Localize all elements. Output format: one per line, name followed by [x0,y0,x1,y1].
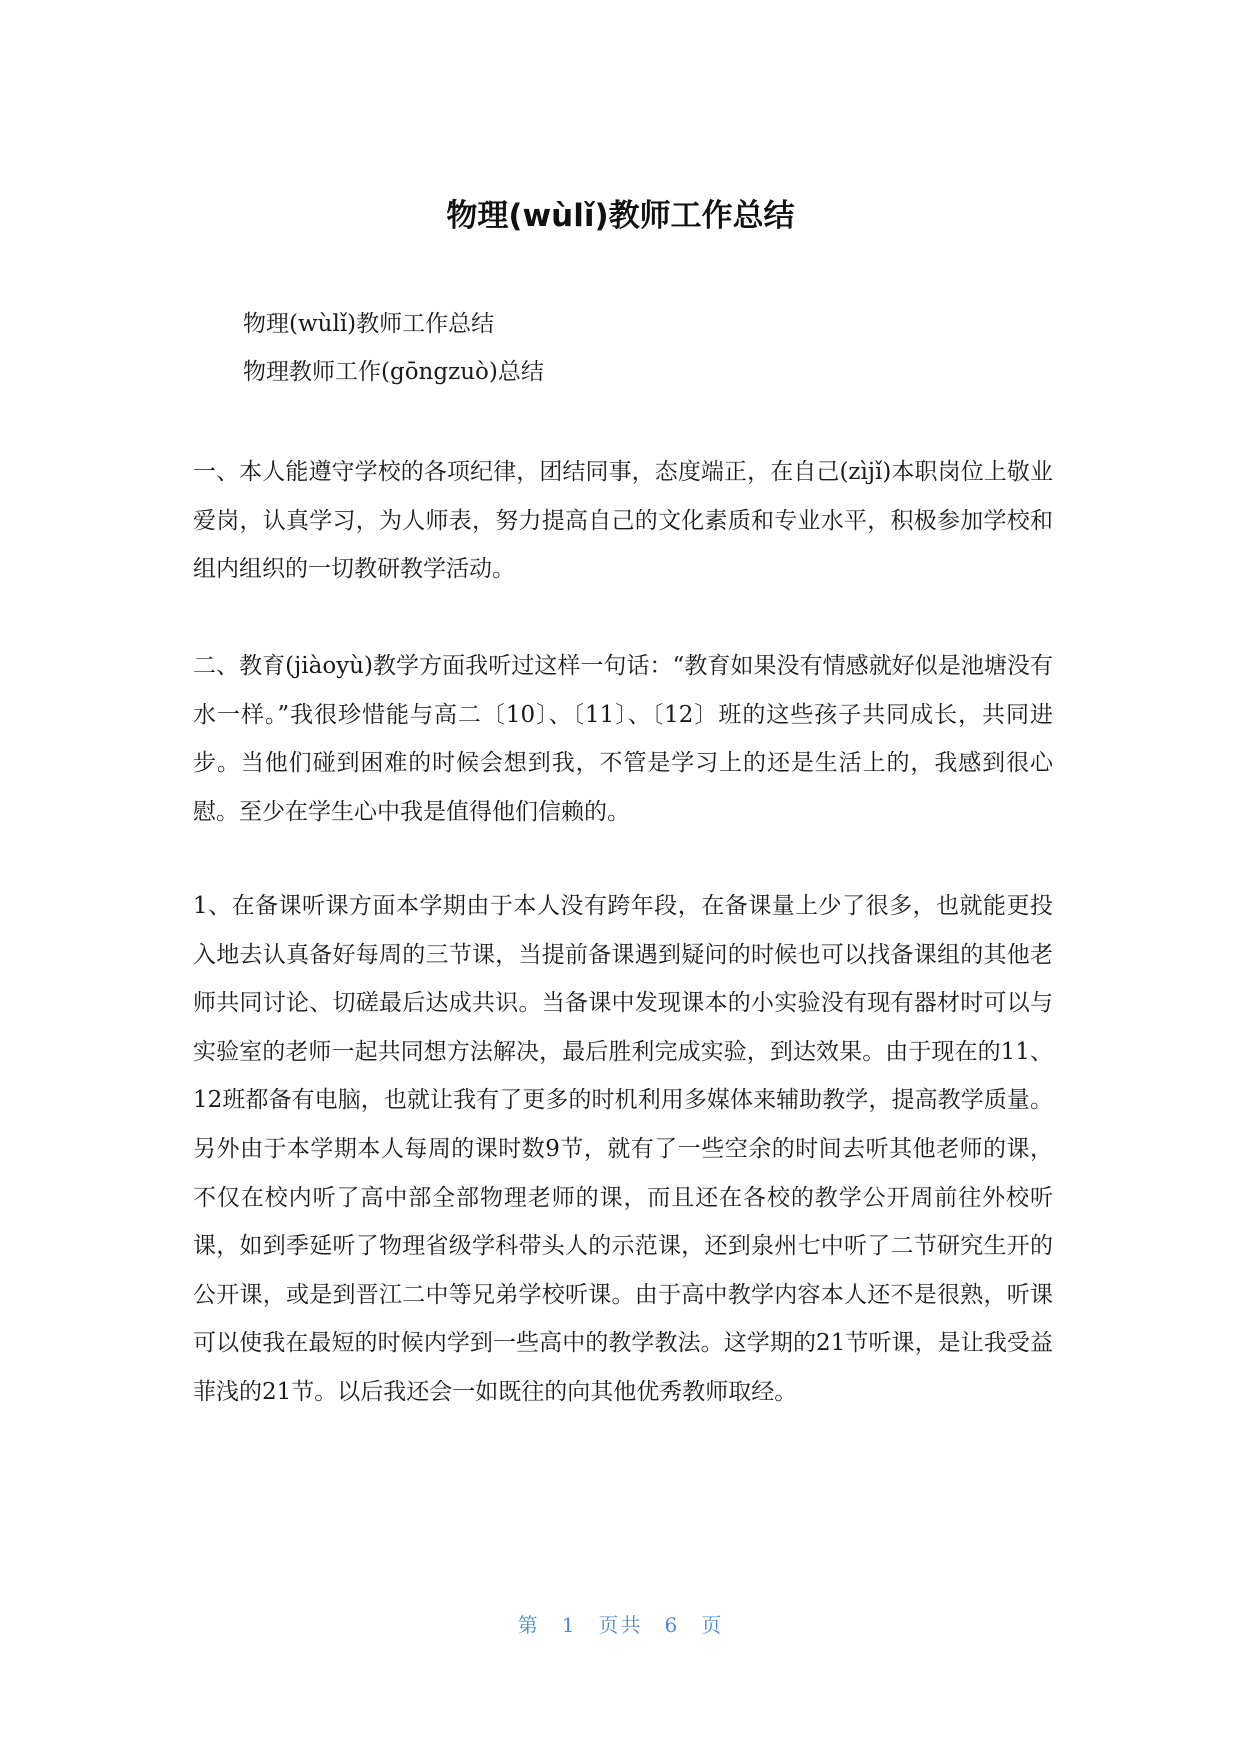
subtitle-line-2: 物理教师工作(gōngzuò)总结 [243,359,544,385]
paragraph-1: 一、本人能遵守学校的各项纪律，团结同事，态度端正，在自己(zìjǐ)本职岗位上敬业爱岗，认真学习，为人师表，努力提高自己的文化素质和专业水平，积极参加学校和组内组织的一切教研教学活动。 [193,459,1053,583]
total-pages-number: 6 [664,1613,680,1637]
document-title: 物理(wùlǐ)教师工作总结 [446,198,795,234]
paragraph-2: 二、教育(jiàoyù)教学方面我听过这样一句话：“教育如果没有情感就好似是池塘没有水一样。”我很珍惜能与高二〔10〕、〔11〕、〔12〕班的这些孩子共同成长，共同进步。当他们碰到困难的时候会想到我，不管是学习上的还是生活上的，我感到很心慰。至少在学生心中我是值得他们信赖的。 [193,653,1053,825]
page-label-suffix: 页 [701,1613,724,1637]
page-number-footer [0,1609,1241,1638]
page-label-prefix: 第 [517,1613,540,1637]
page-label-mid: 页共 [598,1613,643,1637]
current-page-number: 1 [561,1613,577,1637]
paragraph-3: 1、在备课听课方面本学期由于本人没有跨年段，在备课量上少了很多，也就能更投入地去认真备好每周的三节课，当提前备课遇到疑问的时候也可以找备课组的其他老师共同讨论、切磋最后达成共识。当备课中发现课本的小实验没有现有器材时可以与实验室的老师一起共同想方法解决，最后胜利完成实验，到达效果。由于现在的11、12班都备有电脑，也就让我有了更多的时机利用多媒体来辅助教学，提高教学质量。另外由于本学期本人每周的课时数9节，就有了一些空余的时间去听其他老师的课，不仅在校内听了高中部全部物理老师的课，而且还在各校的教学公开周前往外校听课，如到季延听了物理省级学科带头人的示范课，还到泉州七中听了二节研究生开的公开课，或是到晋江二中等兄弟学校听课。由于高中教学内容本人还不是很熟，听课可以使我在最短的时候内学到一些高中的教学教法。这学期的21节听课，是让我受益菲浅的21节。以后我还会一如既往的向其他优秀教师取经。 [193,893,1053,1405]
subtitle-line-1: 物理(wùlǐ)教师工作总结 [243,311,495,337]
